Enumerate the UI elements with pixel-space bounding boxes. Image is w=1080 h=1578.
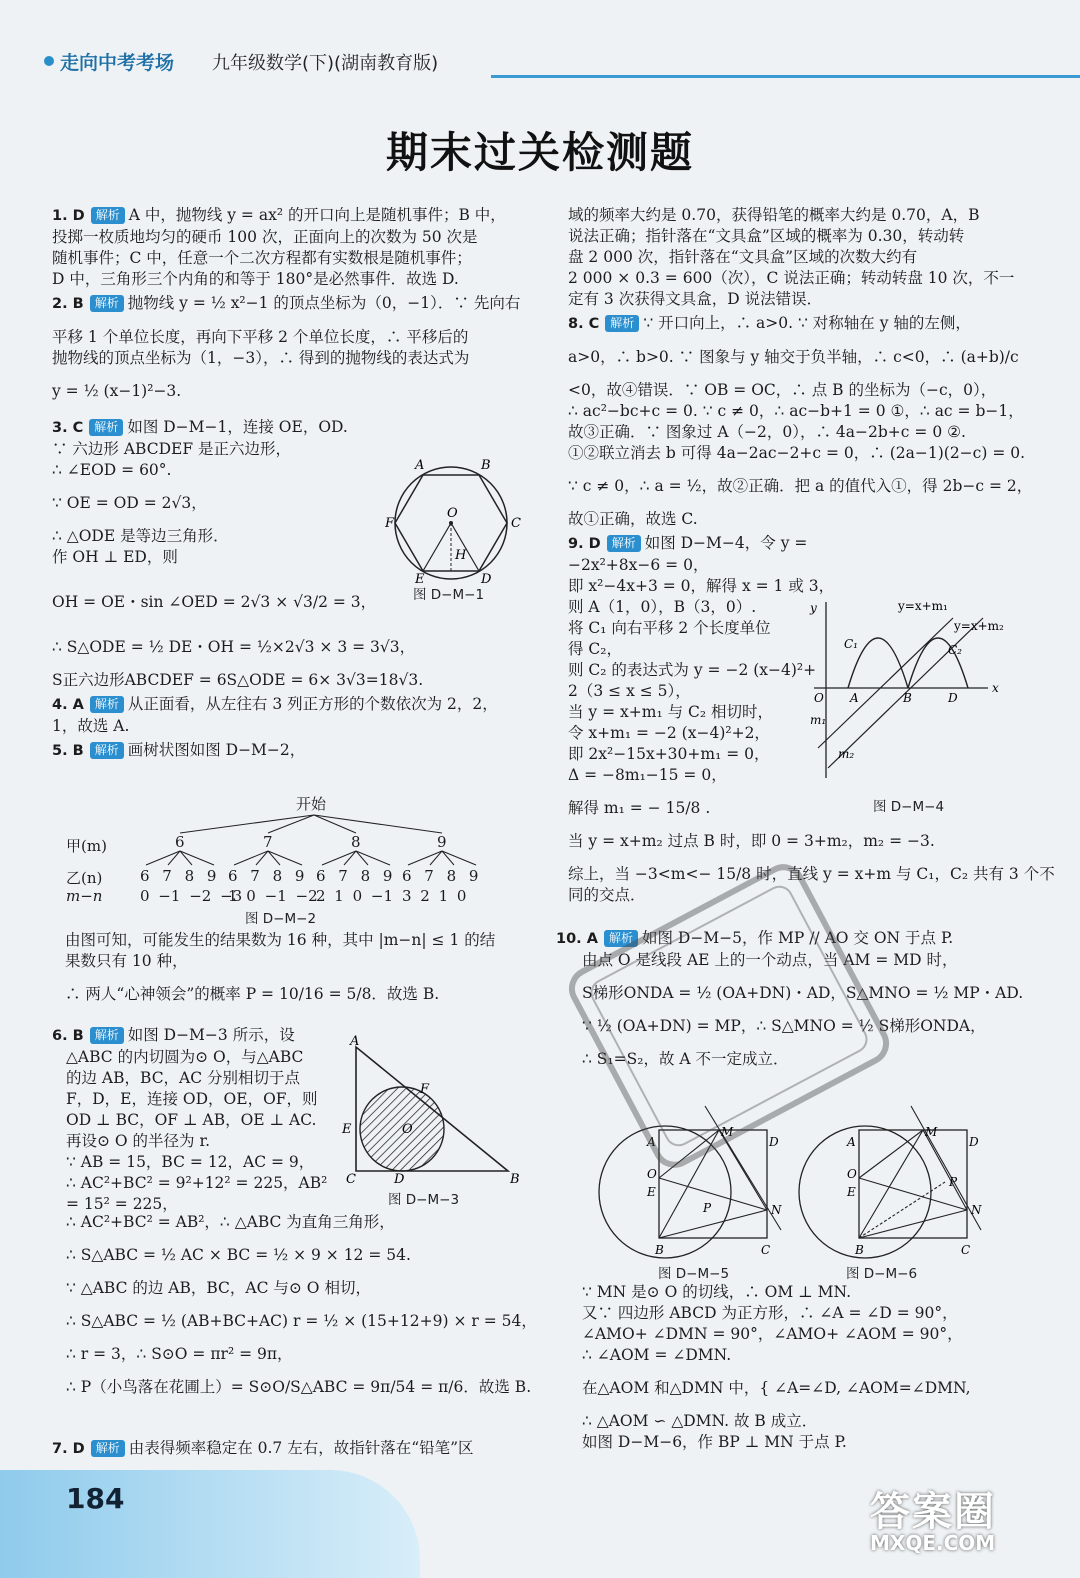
text-line: ∴ ∠AOM = ∠DMN. <box>582 1346 732 1364</box>
tree-leaf-group: 6 7 8 9 <box>316 867 393 885</box>
figure-caption: 图 D−M−5 <box>658 1266 730 1282</box>
text-line: D 中，三角形三个内角的和等于 180°是必然事件．故选 D. <box>52 270 459 288</box>
text-line: ∴ ac²−bc+c = 0. ∵ c ≠ 0，∴ ac−b+1 = 0 ①，∴ ac = b−1， <box>568 402 1024 420</box>
text-line: 解得 m₁ = − 15/8 . <box>568 799 711 817</box>
svg-text:B: B <box>655 1243 664 1257</box>
svg-text:y=x+m₁: y=x+m₁ <box>898 599 948 613</box>
text-line: ∴ 两人“心神领会”的概率 P = 10/16 = 5/8．故选 B. <box>65 985 440 1003</box>
text-line: 画树状图如图 D−M−2， <box>127 741 306 759</box>
tree-diff-group: 3 2 1 0 <box>402 887 467 905</box>
tree-diff-group: 0 −1 −2 −3 <box>140 887 243 905</box>
answer-number: 6. B <box>52 1028 84 1044</box>
text-line: 平移 1 个单位长度，再向下平移 2 个单位长度，∴ 平移后的 <box>52 328 469 346</box>
text-line: 综上，当 −3<m<− 15/8 时，直线 y = x+m 与 C₁，C₂ 共有 3 个不 <box>568 865 1055 883</box>
text-line: 如图 D−M−1，连接 OE，OD. <box>127 418 348 436</box>
answer-7 <box>52 1438 532 1460</box>
text-line: ①②联立消去 b 可得 4a−2ac−2+c = 0，∴ (2a−1)(2−c) = 0. <box>568 444 1026 462</box>
svg-text:E: E <box>647 1185 656 1199</box>
svg-text:N: N <box>771 1203 782 1217</box>
text-line: 如图 D−M−4，令 y = −2x²+8x−6 = 0， <box>568 534 808 574</box>
analysis-tag: 解析 <box>90 295 124 312</box>
text-line: 故③正确．∵ 图象过 A（−2，0），∴ 4a−2b+c = 0 ②. <box>568 423 966 441</box>
svg-text:C₂: C₂ <box>948 643 962 657</box>
svg-text:D: D <box>969 1135 979 1149</box>
text-line: S正六边形ABCDEF = 6S△ODE = 6× 3√3=18√3. <box>52 671 424 689</box>
svg-text:D: D <box>948 691 958 705</box>
answer-number: 7. D <box>52 1441 85 1457</box>
text-line: ∵ △ABC 的边 AB，BC，AC 与⊙ O 相切， <box>66 1279 371 1297</box>
answer-number: 10. A <box>556 931 598 947</box>
answer-10-cont <box>582 1282 1042 1453</box>
text-line: 由表得频率稳定在 0.7 左右，故指针落在“铅笔”区 <box>128 1439 474 1457</box>
analysis-tag: 解析 <box>90 742 124 759</box>
hexagon-figure <box>385 455 525 585</box>
page-number-band <box>0 1470 420 1578</box>
tree-node: 8 <box>351 833 361 851</box>
text-line: 当 y = x+m₁ 与 C₂ 相切时， <box>568 703 774 721</box>
text-line: 如图 D−M−6，作 BP ⊥ MN 于点 P. <box>582 1433 847 1451</box>
answer-8 <box>568 313 1038 530</box>
text-line: ∵ ½ (OA+DN) = MP，∴ S△MNO = ½ S梯形ONDA， <box>582 1017 986 1035</box>
tree-diff-group: 2 1 0 −1 <box>316 887 394 905</box>
text-line: 投掷一枚质地均匀的硬币 100 次，正面向上的次数为 50 次是 <box>52 228 478 246</box>
figure-caption: 图 D−M−6 <box>846 1266 918 1282</box>
answer-number: 2. B <box>52 296 84 312</box>
svg-text:C: C <box>511 516 521 531</box>
text-line: 从正面看，从左往右 3 列正方形的个数依次为 2，2， <box>127 695 498 713</box>
analysis-tag: 解析 <box>607 535 641 552</box>
page-number: 184 <box>66 1482 125 1515</box>
text-line: ∠AMO+ ∠DMN = 90°，∠AMO+ ∠AOM = 90°， <box>582 1325 963 1343</box>
svg-text:D: D <box>769 1135 779 1149</box>
text-line: ∴ AC²+BC² = AB²，∴ △ABC 为直角三角形， <box>66 1213 395 1231</box>
svg-text:D: D <box>481 572 492 585</box>
svg-text:E: E <box>342 1122 352 1137</box>
answer-number: 8. C <box>568 316 600 332</box>
svg-text:C: C <box>961 1243 971 1257</box>
answer-number: 1. D <box>52 208 85 224</box>
svg-text:E: E <box>847 1185 856 1199</box>
text-line: ∵ AB = 15，BC = 12，AC = 9， <box>66 1153 315 1171</box>
text-line: a>0，∴ b>0. ∵ 图象与 y 轴交于负半轴，∴ c<0，∴ (a+b)/c <box>568 348 1019 366</box>
svg-text:y=x+m₂: y=x+m₂ <box>954 619 1004 633</box>
text-line: 果数只有 10 种， <box>65 952 188 970</box>
text-line: ∴ P（小鸟落在花圃上）= S⊙O/S△ABC = 9π/54 = π/6．故选 B. <box>66 1378 532 1396</box>
svg-text:O: O <box>447 506 458 521</box>
svg-text:O: O <box>847 1167 857 1181</box>
svg-text:P: P <box>703 1201 712 1215</box>
bullet-icon <box>44 56 54 66</box>
text-line: OD ⊥ BC，OF ⊥ AB，OE ⊥ AC. <box>66 1111 317 1129</box>
answer-7-cont <box>568 205 1038 310</box>
text-line: 抛物线的顶点坐标为（1，−3），∴ 得到的抛物线的表达式为 <box>52 349 470 367</box>
svg-text:C: C <box>346 1172 356 1185</box>
right-column <box>568 205 1055 909</box>
svg-text:m₂: m₂ <box>838 747 855 761</box>
tree-node: 7 <box>263 833 273 851</box>
text-line: △ABC 的内切圆为⊙ O，与△ABC <box>66 1048 304 1066</box>
svg-text:D: D <box>394 1172 405 1185</box>
answer-1 <box>52 205 532 290</box>
text-line: 盘 2 000 次，指针落在“文具盒”区域的次数大约有 <box>568 248 918 266</box>
tree-node: 6 <box>175 833 185 851</box>
figure-caption: 图 D−M−3 <box>388 1192 460 1208</box>
text-line: Δ = −8m₁−15 = 0， <box>568 766 727 784</box>
analysis-tag: 解析 <box>91 207 125 224</box>
square-circle-figure-6 <box>795 1100 1005 1260</box>
tree-leaf-group: 6 7 8 9 <box>228 867 305 885</box>
text-line: 再设⊙ O 的半径为 r. <box>66 1132 211 1150</box>
text-line: OH = OE・sin ∠OED = 2√3 × √3/2 = 3， <box>52 593 377 611</box>
text-line: S梯形ONDA = ½ (OA+DN)・AD，S△MNO = ½ MP・AD. <box>582 984 1024 1002</box>
text-line: ∴ S△ABC = ½ AC × BC = ½ × 9 × 12 = 54. <box>66 1246 411 1264</box>
text-line: ∵ c ≠ 0，∴ a = ½，故②正确．把 a 的值代入①，得 2b−c = 2， <box>568 477 1033 495</box>
analysis-tag: 解析 <box>604 930 638 947</box>
text-line: = 15² = 225， <box>66 1195 178 1213</box>
svg-text:P: P <box>949 1175 958 1189</box>
analysis-tag: 解析 <box>90 1027 124 1044</box>
text-line: ∴ S△ABC = ½ (AB+BC+AC) r = ½ × (15+12+9) × r = 54， <box>66 1312 537 1330</box>
svg-text:O: O <box>647 1167 657 1181</box>
figure-caption: 图 D−M−2 <box>245 911 317 927</box>
text-line: 说法正确；指针落在“文具盒”区域的概率为 0.30，转动转 <box>568 227 965 245</box>
text-line: 的边 AB，BC，AC 分别相切于点 <box>66 1069 301 1087</box>
text-line: ∴ △ODE 是等边三角形． <box>52 527 229 545</box>
text-line: 则 A（1，0），B（3，0）. <box>568 598 757 616</box>
text-line: y = ½ (x−1)²−3. <box>52 382 182 400</box>
answer-4 <box>52 694 532 737</box>
text-line: ∵ MN 是⊙ O 的切线，∴ OM ⊥ MN. <box>582 1283 852 1301</box>
text-line: ∴ △AOM ∽ △DMN. 故 B 成立． <box>582 1412 818 1430</box>
text-line: 定有 3 次获得文具盒，D 说法错误． <box>568 290 823 308</box>
text-line: ∴ ∠EOD = 60°. <box>52 461 172 479</box>
text-line: 又∵ 四边形 ABCD 为正方形，∴ ∠A = ∠D = 90°， <box>582 1304 958 1322</box>
parabola-graph-figure <box>808 598 1018 788</box>
answer-6 <box>52 1025 342 1215</box>
svg-text:A: A <box>850 691 859 705</box>
figure-caption: 图 D−M−1 <box>413 587 485 603</box>
text-line: 2（3 ≤ x ≤ 5）， <box>568 682 691 700</box>
tree-start: 开始 <box>296 795 327 813</box>
svg-text:A: A <box>647 1135 656 1149</box>
text-line: ∵ 六边形 ABCDEF 是正六边形， <box>52 440 292 458</box>
svg-text:M: M <box>721 1125 734 1139</box>
text-line: ∴ r = 3，∴ S⊙O = πr² = 9π， <box>66 1345 293 1363</box>
text-line: 即 x²−4x+3 = 0，解得 x = 1 或 3， <box>568 577 835 595</box>
svg-text:B: B <box>903 691 912 705</box>
text-line: 作 OH ⊥ ED，则 <box>52 548 178 566</box>
svg-text:M: M <box>925 1125 938 1139</box>
answer-5 <box>52 740 532 762</box>
answer-9 <box>568 533 1055 906</box>
svg-text:m₁: m₁ <box>810 713 827 727</box>
svg-text:O: O <box>814 691 824 705</box>
text-line: A 中，抛物线 y = ax² 的开口向上是随机事件；B 中， <box>128 206 506 224</box>
answer-6-cont <box>66 1212 536 1398</box>
text-line: 当 y = x+m₂ 过点 B 时，即 0 = 3+m₂，m₂ = −3. <box>568 832 935 850</box>
answer-number: 4. A <box>52 697 84 713</box>
svg-text:O: O <box>402 1122 413 1137</box>
svg-text:B: B <box>510 1172 520 1185</box>
svg-text:A: A <box>350 1035 360 1049</box>
svg-text:N: N <box>971 1203 982 1217</box>
tree-row-label: 甲(m) <box>66 837 107 855</box>
svg-text:F: F <box>385 516 395 531</box>
tree-row-label: m−n <box>66 887 103 905</box>
text-line: 如图 D−M−5，作 MP // AO 交 ON 于点 P. <box>641 929 954 947</box>
svg-text:C: C <box>761 1243 771 1257</box>
text-line: ∵ OE = OD = 2√3， <box>52 494 207 512</box>
text-line: 则 C₂ 的表达式为 y = −2 (x−4)²+ <box>568 661 817 679</box>
text-line: 故①正确，故选 C. <box>568 510 698 528</box>
book-series: 走向中考考场 <box>60 52 175 74</box>
text-line: <0，故④错误．∵ OB = OC，∴ 点 B 的坐标为（−c，0）， <box>568 381 997 399</box>
page-title: 期末过关检测题 <box>385 128 694 177</box>
text-line: 抛物线 y = ½ x²−1 的顶点坐标为（0，−1）．∵ 先向右 <box>127 294 521 312</box>
answer-number: 5. B <box>52 743 84 759</box>
answer-2 <box>52 293 532 402</box>
triangle-incircle-figure <box>340 1035 530 1185</box>
text-line: ∴ S△ODE = ½ DE・OH = ½×2√3 × 3 = 3√3， <box>52 638 416 656</box>
book-subtitle: 九年级数学(下)(湖南教育版) <box>212 53 439 74</box>
running-header <box>36 44 1046 78</box>
text-line: 如图 D−M−3 所示，设 <box>127 1026 295 1044</box>
svg-text:F: F <box>420 1082 430 1097</box>
svg-text:A: A <box>415 458 425 473</box>
svg-text:E: E <box>415 572 425 585</box>
text-line: 令 x+m₁ = −2 (x−4)²+2， <box>568 724 770 742</box>
text-line: 同的交点． <box>568 886 646 904</box>
text-line: ∵ 开口向上，∴ a>0. ∵ 对称轴在 y 轴的左侧， <box>643 314 971 332</box>
text-line: 随机事件；C 中，任意一个二次方程都有实数根是随机事件； <box>52 249 472 267</box>
text-line: 2 000 × 0.3 = 600（次），C 说法正确；转动转盘 10 次，不一 <box>568 269 1015 287</box>
answer-number: 3. C <box>52 420 84 436</box>
svg-text:H: H <box>455 548 467 563</box>
text-line: F，D，E，连接 OD，OE，OF，则 <box>66 1090 318 1108</box>
answer-5-conclusion <box>65 930 535 1005</box>
analysis-tag: 解析 <box>91 1440 125 1457</box>
tree-leaf-group: 6 7 8 9 <box>402 867 479 885</box>
analysis-tag: 解析 <box>90 696 124 713</box>
text-line: ∴ S₁=S₂，故 A 不一定成立． <box>582 1050 789 1068</box>
text-line: 域的频率大约是 0.70，获得铅笔的概率大约是 0.70，A，B <box>568 206 980 224</box>
text-line: 由图可知，可能发生的结果数为 16 种，其中 |m−n| ≤ 1 的结 <box>65 931 496 949</box>
svg-text:C₁: C₁ <box>844 637 858 651</box>
analysis-tag: 解析 <box>89 419 123 436</box>
tree-row-label: 乙(n) <box>66 869 103 887</box>
text-line: 将 C₁ 向右平移 2 个长度单位 <box>568 619 771 637</box>
text-line: 在△AOM 和△DMN 中，{ ∠A=∠D, ∠AOM=∠DMN, <box>582 1379 971 1397</box>
svg-text:B: B <box>481 458 491 473</box>
svg-text:y: y <box>810 601 817 615</box>
svg-text:B: B <box>855 1243 864 1257</box>
text-line: ∴ AC²+BC² = 9²+12² = 225，AB² <box>66 1174 328 1192</box>
analysis-tag: 解析 <box>605 315 639 332</box>
text-line: 由点 O 是线段 AE 上的一个动点，当 AM = MD 时， <box>582 951 958 969</box>
svg-text:A: A <box>847 1135 856 1149</box>
watermark-url: MXQE.COM <box>870 1531 996 1555</box>
tree-diff-group: 1 0 −1 −2 <box>228 887 318 905</box>
text-line: 1，故选 A. <box>52 717 130 735</box>
answer-number: 9. D <box>568 536 601 552</box>
figure-caption: 图 D−M−4 <box>873 799 945 815</box>
site-watermark <box>870 1480 1070 1575</box>
text-line: 即 2x²−15x+30+m₁ = 0， <box>568 745 770 763</box>
tree-node: 9 <box>437 833 447 851</box>
text-line: 得 C₂， <box>568 640 623 658</box>
tree-diagram <box>52 793 512 928</box>
svg-text:x: x <box>992 681 999 695</box>
header-rule <box>491 75 1080 78</box>
watermark-logo: 答案圈 <box>870 1489 996 1535</box>
tree-leaf-group: 6 7 8 9 <box>140 867 217 885</box>
